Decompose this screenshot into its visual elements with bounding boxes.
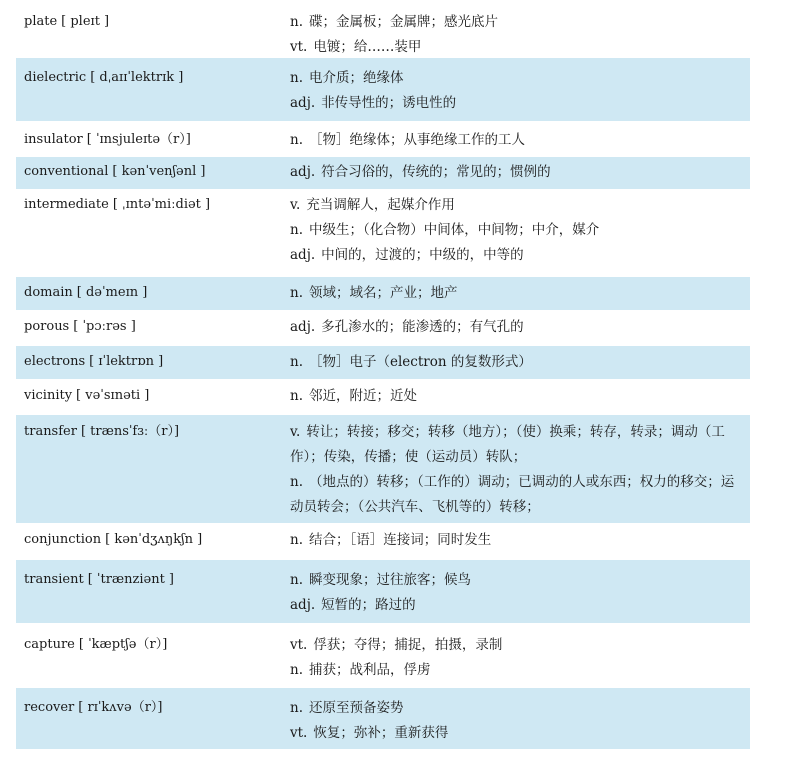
- vocab-row: [16, 122, 750, 157]
- vocab-word: conjunction: [24, 532, 102, 547]
- vocab-definitions: [290, 696, 750, 749]
- definition-text: 电镀；给……装甲: [313, 39, 422, 55]
- definition-line: [290, 633, 742, 658]
- vocab-row: [16, 415, 750, 524]
- vocab-word: transient: [24, 572, 84, 587]
- part-of-speech: n.: [290, 532, 303, 548]
- definition-text: ［物］绝缘体；从事绝缘工作的工人: [309, 132, 525, 148]
- vocab-definitions: [290, 160, 750, 189]
- part-of-speech: vt.: [290, 725, 308, 741]
- vocab-definitions: [290, 528, 750, 559]
- vocab-word: capture: [24, 637, 75, 652]
- definition-line: [290, 281, 742, 306]
- vocab-definitions: [290, 10, 750, 57]
- vocab-row: [16, 277, 750, 311]
- vocab-phonetic: [ vəˈsɪnəti ]: [76, 388, 150, 403]
- vocab-phonetic: [ kənˈdʒʌŋkʃn ]: [105, 532, 203, 547]
- definition-text: 多孔渗水的；能渗透的；有气孔的: [321, 319, 524, 335]
- vocab-row: [16, 0, 750, 58]
- definition-line: [290, 593, 742, 618]
- definition-text: 符合习俗的，传统的；常见的；惯例的: [321, 164, 551, 180]
- part-of-speech: n.: [290, 14, 303, 30]
- part-of-speech: n.: [290, 132, 303, 148]
- vocab-word: domain: [24, 285, 73, 300]
- definition-line: [290, 160, 742, 185]
- vocab-row: [16, 624, 750, 688]
- vocab-word: insulator: [24, 132, 83, 147]
- part-of-speech: v.: [290, 424, 301, 440]
- definition-text: 邻近，附近；近处: [309, 388, 417, 404]
- vocab-phonetic: [ ˈɪnsjuleɪtə（r）]: [86, 132, 191, 147]
- definition-text: 充当调解人，起媒介作用: [306, 197, 455, 213]
- vocab-word-cell: [16, 315, 290, 345]
- vocab-word: recover: [24, 700, 75, 715]
- vocab-phonetic: [ rɪˈkʌvə（r）]: [78, 700, 163, 715]
- part-of-speech: adj.: [290, 597, 316, 613]
- vocab-definitions: [290, 568, 750, 623]
- vocab-definitions: [290, 281, 750, 310]
- definition-line: [290, 528, 742, 553]
- vocab-definitions: [290, 350, 750, 379]
- vocab-phonetic: [ ɪˈlektrɒn ]: [89, 354, 164, 369]
- vocab-row: [16, 346, 750, 380]
- definition-text: 中级生；（化合物）中间体，中间物；中介，媒介: [309, 222, 600, 238]
- definition-line: [290, 658, 742, 683]
- part-of-speech: n.: [290, 388, 303, 404]
- vocabulary-table: [16, 0, 750, 750]
- definition-line: [290, 315, 742, 340]
- vocab-definitions: [290, 633, 750, 687]
- definition-line: [290, 218, 742, 243]
- definition-line: [290, 193, 742, 218]
- definition-text: 领域；域名；产业；地产: [309, 285, 458, 301]
- definition-text: 还原至预备姿势: [309, 700, 404, 716]
- vocab-row: [16, 688, 750, 750]
- vocab-definitions: [290, 384, 750, 414]
- definition-text: ［物］电子（electron 的复数形式）: [309, 354, 532, 370]
- part-of-speech: n.: [290, 474, 303, 490]
- part-of-speech: adj.: [290, 95, 316, 111]
- definition-text: 俘获；夺得；捕捉，拍摄，录制: [313, 637, 503, 653]
- vocab-word-cell: [16, 568, 290, 623]
- vocab-definitions: [290, 128, 750, 156]
- vocab-word: porous: [24, 319, 70, 334]
- definition-text: 瞬变现象；过往旅客；候鸟: [309, 572, 471, 588]
- vocab-word: vicinity: [24, 388, 73, 403]
- definition-line: [290, 696, 742, 721]
- definition-line: [290, 128, 742, 153]
- part-of-speech: n.: [290, 662, 303, 678]
- vocab-phonetic: [ pleɪt ]: [61, 14, 110, 29]
- definition-text: 转让；转接；移交；转移（地方）；（使）换乘；转存，转录；调动（工作）；传染，传播；使（运动员）转队；: [290, 424, 725, 465]
- vocab-word: plate: [24, 14, 58, 29]
- definition-line: [290, 721, 742, 746]
- vocab-word-cell: [16, 160, 290, 189]
- vocab-phonetic: [ dˌaɪɪˈlektrɪk ]: [90, 70, 184, 85]
- definition-line: [290, 66, 742, 91]
- definition-line: [290, 91, 742, 116]
- vocab-word-cell: [16, 633, 290, 687]
- definition-text: 结合；［语］连接词；同时发生: [309, 532, 492, 548]
- vocab-word: conventional: [24, 164, 109, 179]
- definition-line: [290, 384, 742, 409]
- vocab-word-cell: [16, 66, 290, 121]
- vocab-phonetic: [ ˈkæptʃə（r）]: [78, 637, 168, 652]
- part-of-speech: n.: [290, 285, 303, 301]
- definition-text: 电介质；绝缘体: [309, 70, 404, 86]
- part-of-speech: adj.: [290, 164, 316, 180]
- part-of-speech: vt.: [290, 637, 308, 653]
- vocab-word: electrons: [24, 354, 86, 369]
- vocab-word-cell: [16, 384, 290, 414]
- vocab-definitions: [290, 420, 750, 523]
- definition-text: （地点的）转移；（工作的）调动；已调动的人或东西；权力的移交；运动员转会；（公共汽车、飞机等的）转移；: [290, 474, 735, 515]
- vocab-row: [16, 157, 750, 190]
- vocab-word: dielectric: [24, 70, 87, 85]
- definition-text: 短暂的；路过的: [321, 597, 416, 613]
- definition-line: [290, 243, 742, 268]
- vocab-row: [16, 190, 750, 277]
- part-of-speech: adj.: [290, 247, 316, 263]
- definition-line: [290, 350, 742, 375]
- vocab-word: transfer: [24, 424, 77, 439]
- vocab-word: intermediate: [24, 197, 109, 212]
- vocab-word-cell: [16, 128, 290, 156]
- vocab-phonetic: [ dəˈmeɪn ]: [76, 285, 148, 300]
- part-of-speech: adj.: [290, 319, 316, 335]
- vocab-word-cell: [16, 696, 290, 749]
- vocab-phonetic: [ ˈpɔːrəs ]: [73, 319, 136, 334]
- definition-text: 恢复；弥补；重新获得: [313, 725, 449, 741]
- part-of-speech: vt.: [290, 39, 308, 55]
- definition-text: 捕获；战利品，俘虏: [309, 662, 431, 678]
- vocab-word-cell: [16, 528, 290, 559]
- vocab-phonetic: [ trænsˈfɜː（r）]: [80, 424, 180, 439]
- vocab-word-cell: [16, 10, 290, 57]
- vocab-definitions: [290, 193, 750, 276]
- definition-line: [290, 420, 742, 470]
- part-of-speech: n.: [290, 700, 303, 716]
- part-of-speech: v.: [290, 197, 301, 213]
- definition-text: 非传导性的；诱电性的: [321, 95, 457, 111]
- part-of-speech: n.: [290, 70, 303, 86]
- vocab-row: [16, 311, 750, 346]
- definition-line: [290, 35, 742, 60]
- vocab-word-cell: [16, 420, 290, 523]
- part-of-speech: n.: [290, 572, 303, 588]
- vocab-phonetic: [ kənˈvenʃənl ]: [112, 164, 206, 179]
- part-of-speech: n.: [290, 354, 303, 370]
- part-of-speech: n.: [290, 222, 303, 238]
- vocab-row: [16, 524, 750, 560]
- definition-text: 中间的，过渡的；中级的，中等的: [321, 247, 524, 263]
- vocab-phonetic: [ ˈtrænziənt ]: [87, 572, 174, 587]
- definition-text: 碟；金属板；金属牌；感光底片: [309, 14, 498, 30]
- definition-line: [290, 470, 742, 520]
- vocab-row: [16, 560, 750, 624]
- vocab-phonetic: [ ˌɪntəˈmiːdiət ]: [112, 197, 211, 212]
- definition-line: [290, 10, 742, 35]
- vocab-definitions: [290, 66, 750, 121]
- vocab-definitions: [290, 315, 750, 345]
- definition-line: [290, 568, 742, 593]
- vocab-word-cell: [16, 281, 290, 310]
- vocab-row: [16, 380, 750, 415]
- vocab-row: [16, 58, 750, 122]
- vocab-word-cell: [16, 193, 290, 276]
- vocab-word-cell: [16, 350, 290, 379]
